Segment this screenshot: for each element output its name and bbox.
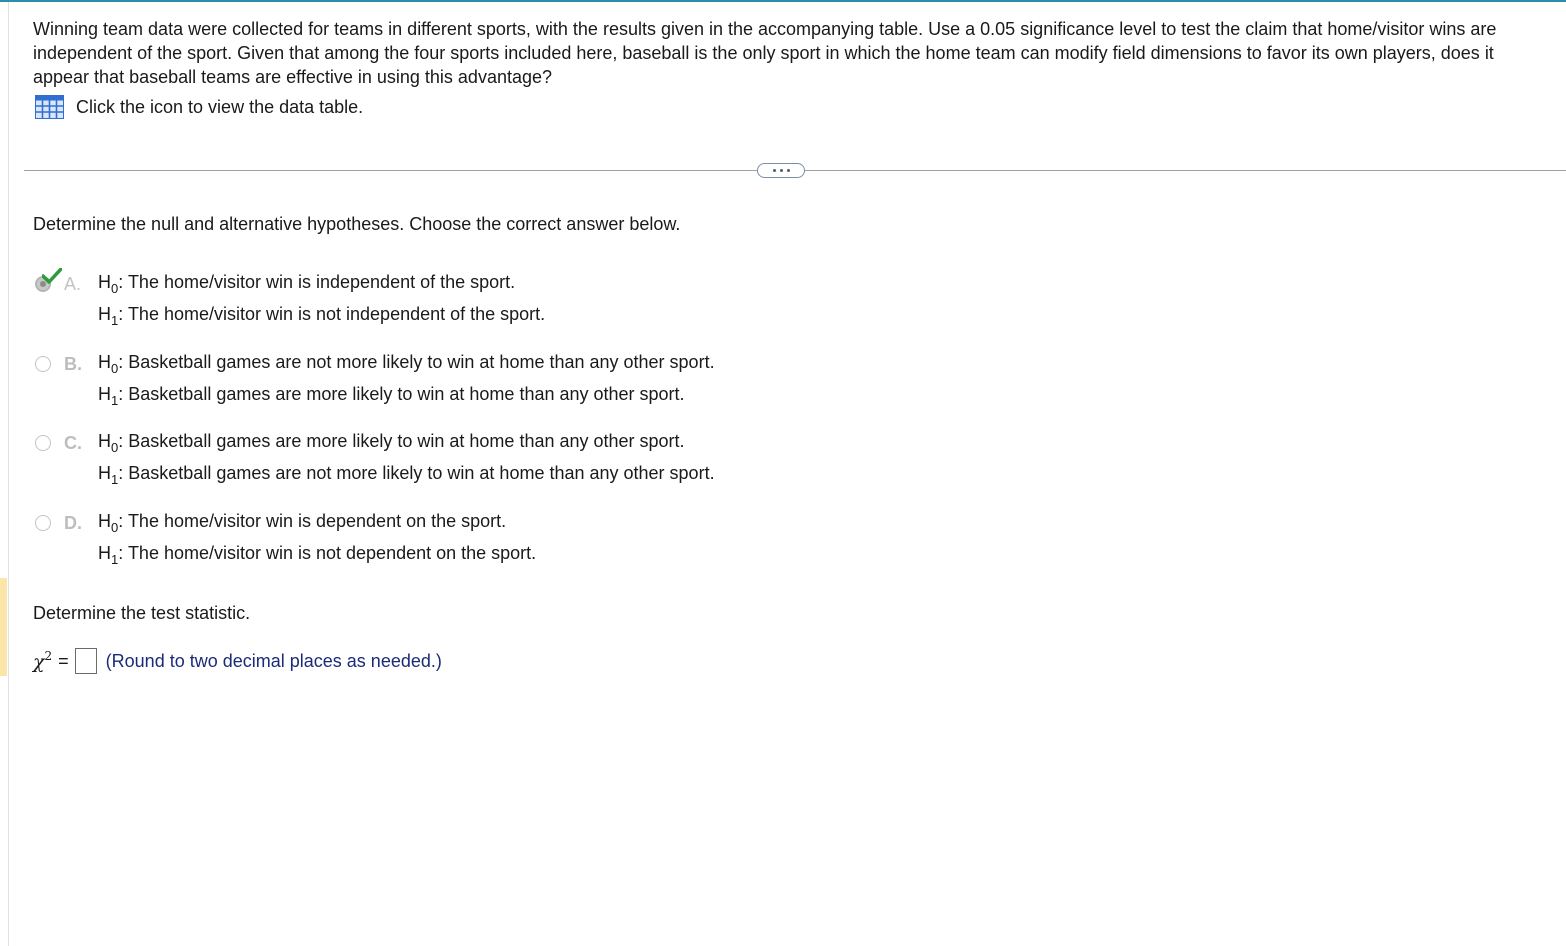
option-b-letter: B. (64, 354, 82, 374)
view-data-table-link[interactable] (35, 95, 363, 119)
equals-sign: = (58, 650, 69, 671)
option-c-null-hypothesis (98, 431, 685, 455)
option-a-h0-text: The home/visitor win is independent of the sport. (127, 272, 516, 292)
h0-subscript: 0 (111, 440, 119, 455)
h1-subscript: 1 (111, 313, 119, 328)
test-statistic-prompt: Determine the test statistic. (33, 603, 251, 623)
option-d[interactable] (35, 511, 935, 575)
option-b-alt-hypothesis (98, 384, 685, 408)
h-label: H (98, 384, 111, 404)
hypotheses-prompt: Determine the null and alternative hypotheses. Choose the correct answer below. (33, 214, 681, 234)
ellipsis-dot (773, 169, 776, 172)
option-c[interactable] (35, 431, 935, 495)
h1-subscript: 1 (111, 472, 119, 487)
rounding-hint: (Round to two decimal places as needed.) (105, 650, 442, 671)
table-icon[interactable] (35, 95, 64, 119)
h-label: H (98, 272, 111, 292)
h-label: H (98, 543, 111, 563)
option-c-h1-text: Basketball games are not more likely to win at home than any other sport. (128, 463, 715, 483)
h-label: H (98, 463, 111, 483)
h-label: H (98, 431, 111, 451)
option-d-letter: D. (64, 513, 82, 533)
chi-square-symbol (33, 649, 52, 673)
option-b-radio[interactable] (35, 356, 51, 372)
option-a-alt-hypothesis (98, 304, 546, 328)
colon: : (118, 304, 124, 324)
chi-letter: χ (33, 651, 45, 673)
option-d-radio[interactable] (35, 515, 51, 531)
colon: : (118, 463, 124, 483)
option-b-h0-text: Basketball games are not more likely to win at home than any other sport. (128, 352, 715, 372)
option-d-alt-hypothesis (98, 543, 537, 567)
option-d-null-hypothesis (98, 511, 507, 535)
question-text: Winning team data were collected for teams in different sports, with the results given in the accompanying table. Use a 0.05 significance level to test the claim that home/visitor wins are independent of the sport. Given that among the four sports included here, baseball is the only sport in which the home team can modify field dimensions to favor its own players, does it appear that baseball teams are effective in using this advantage? (33, 19, 1497, 87)
option-c-alt-hypothesis (98, 463, 715, 487)
ellipsis-dot (787, 169, 790, 172)
h-label: H (98, 304, 111, 324)
active-question-marker (0, 578, 7, 676)
h-label: H (98, 352, 111, 372)
h0-subscript: 0 (111, 281, 119, 296)
colon: : (118, 431, 124, 451)
option-b-h1-text: Basketball games are more likely to win at home than any other sport. (128, 384, 685, 404)
option-a-h1-text: The home/visitor win is not independent of the sport. (127, 304, 546, 324)
option-b-null-hypothesis (98, 352, 715, 376)
h-label: H (98, 511, 111, 531)
option-c-radio[interactable] (35, 435, 51, 451)
h0-subscript: 0 (111, 520, 119, 535)
colon: : (118, 272, 124, 292)
expand-more-button[interactable] (757, 163, 805, 178)
chi-exponent: 2 (44, 649, 53, 663)
option-d-h0-text: The home/visitor win is dependent on the sport. (127, 511, 507, 531)
test-statistic-row (33, 648, 442, 674)
ellipsis-dot (780, 169, 783, 172)
h1-subscript: 1 (111, 393, 119, 408)
option-a[interactable] (35, 272, 935, 336)
chi-square-answer-input[interactable] (75, 648, 97, 674)
option-d-h1-text: The home/visitor win is not dependent on the sport. (127, 543, 537, 563)
colon: : (118, 352, 124, 372)
checkmark-icon (42, 268, 62, 284)
colon: : (118, 384, 124, 404)
top-border (0, 0, 1566, 2)
h0-subscript: 0 (111, 361, 119, 376)
option-a-null-hypothesis (98, 272, 516, 296)
left-rule (8, 2, 9, 946)
colon: : (118, 511, 124, 531)
option-c-h0-text: Basketball games are more likely to win at home than any other sport. (128, 431, 685, 451)
option-b[interactable] (35, 352, 935, 416)
view-data-table-label[interactable]: Click the icon to view the data table. (76, 96, 364, 117)
colon: : (118, 543, 124, 563)
option-a-letter: A. (64, 274, 82, 294)
option-c-letter: C. (64, 433, 82, 453)
h1-subscript: 1 (111, 552, 119, 567)
